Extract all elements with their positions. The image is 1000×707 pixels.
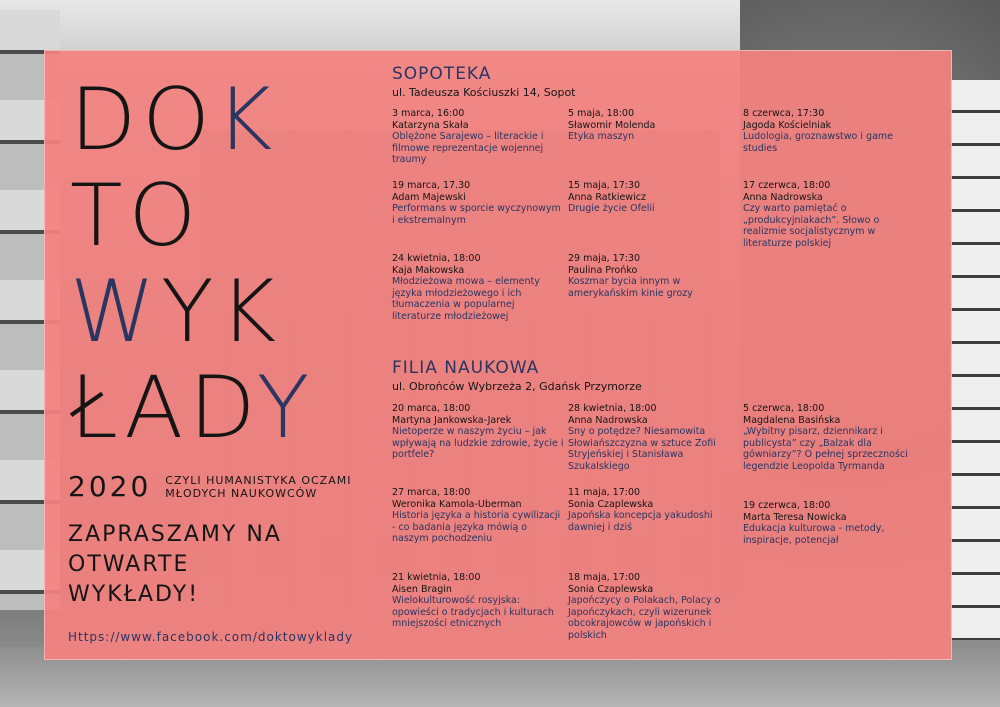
invitation-line: OTWARTE [68,552,190,577]
year: 2020 [68,470,152,503]
event-title: Edukacja kulturowa - metody, inspiracje, potencjał [743,523,885,546]
event-date: 18 maja, 17:00 [568,572,641,583]
invitation-text [68,520,368,610]
event-title: Performans w sporcie wyczynowym i ekstremalnym [392,203,561,226]
event-date: 21 kwietnia, 18:00 [392,572,481,583]
event-title: Ludologia, groznawstwo i game studies [743,131,893,154]
logo-line-1 [70,72,315,168]
logo-line-4 [70,360,315,456]
event-speaker: Jagoda Kościelniak [743,119,832,131]
event-item [392,572,564,630]
event-item [568,108,740,143]
event-title: Młodzieżowa mowa – elementy języka młodzieżowego i ich tłumaczenia w popularnej literaturze młodzieżowej [392,276,540,322]
tagline-line: MŁODYCH NAUKOWCÓW [165,486,318,500]
event-speaker: Sonia Czaplewska [568,583,654,595]
venue-title-sopoteka: SOPOTEKA [392,64,492,84]
event-speaker: Aisen Bragin [392,583,452,595]
event-date: 19 czerwca, 18:00 [743,500,831,511]
logo-line-2 [70,168,315,264]
event-speaker: Sławomir Molenda [568,119,656,131]
event-item [392,487,564,545]
venue-address-sopoteka: ul. Tadeusza Kościuszki 14, Sopot [392,86,576,99]
event-item [743,108,915,154]
event-date: 28 kwietnia, 18:00 [568,403,657,414]
event-date: 11 maja, 17:00 [568,487,641,498]
event-item [743,403,915,472]
event-speaker: Magdalena Basińska [743,414,841,426]
event-item [743,180,915,249]
event-speaker: Paulina Prońko [568,264,638,276]
event-item [568,487,740,533]
event-date: 15 maja, 17:30 [568,180,641,191]
event-speaker: Marta Teresa Nowicka [743,511,847,523]
logo-text-accent: Y [256,358,316,458]
event-title: Etyka maszyn [568,131,635,142]
event-speaker: Anna Ratkiewicz [568,191,646,203]
event-speaker: Kaja Makowska [392,264,465,276]
event-title: Koszmar bycia innym w amerykańskim kinie grozy [568,276,693,299]
event-date: 8 czerwca, 17:30 [743,108,825,119]
event-speaker: Sonia Czaplewska [568,498,654,510]
event-speaker: Adam Majewski [392,191,466,203]
event-title: Czy warto pamiętać o „produkcyjniakach”. Słowo o realizmie socjalistycznym w literaturze polskiej [743,203,880,249]
event-item [568,253,740,299]
facebook-link[interactable]: Https://www.facebook.com/doktowyklady [68,630,354,644]
tagline [165,474,351,500]
event-speaker: Martyna Jankowska-Jarek [392,414,512,426]
year-row [68,470,351,503]
event-date: 19 marca, 17.30 [392,180,471,191]
event-item [392,253,564,322]
event-title: Japońska koncepcja yakudoshi dawniej i dziś [568,510,713,533]
event-item [392,403,564,461]
event-speaker: Anna Nadrowska [743,191,823,203]
event-title: Historia języka a historia cywilizacji - co badania języka mówią o naszym pochodzeniu [392,510,561,544]
event-date: 27 marca, 18:00 [392,487,471,498]
event-speaker: Weronika Kamola-Uberman [392,498,522,510]
event-date: 17 czerwca, 18:00 [743,180,831,191]
logo-text-accent: W [70,262,162,362]
venue-address-filia-naukowa: ul. Obrońców Wybrzeża 2, Gdańsk Przymorze [392,380,642,393]
event-date: 20 marca, 18:00 [392,403,471,414]
event-title: Drugie życie Ofelii [568,203,655,214]
event-speaker: Anna Nadrowska [568,414,648,426]
doktowyklady-logo [70,72,315,456]
invitation-line: ZAPRASZAMY NA [68,522,282,547]
event-title: Japończycy o Polakach, Polacy o Japończykach, czyli wizerunek obcokrajowców w japońskich i polskich [568,595,721,641]
logo-text: DO [70,70,216,170]
event-item [392,180,564,226]
event-date: 29 maja, 17:30 [568,253,641,264]
logo-text: TO [70,166,203,266]
tagline-line: CZYLI HUMANISTYKA OCZAMI [165,473,352,487]
event-title: Sny o potędze? Niesamowita Słowiańszczyzna w sztuce Zofii Stryjeńskiej i Stanisława Szukalskiego [568,426,716,472]
event-date: 24 kwietnia, 18:00 [392,253,481,264]
event-date: 3 marca, 16:00 [392,108,465,119]
event-date: 5 czerwca, 18:00 [743,403,825,414]
event-item [568,403,740,472]
logo-line-3 [70,264,315,360]
event-item [568,572,740,641]
event-title: Nietoperze w naszym życiu – jak wpływają na ludzkie zdrowie, życie i portfele? [392,426,564,460]
venue-title-filia-naukowa: FILIA NAUKOWA [392,358,540,378]
event-title: Oblężone Sarajewo – literackie i filmowe reprezentacje wojennej traumy [392,131,544,165]
invitation-line: WYKŁADY! [68,582,200,607]
logo-text-accent: K [215,70,279,170]
event-speaker: Katarzyna Skała [392,119,469,131]
logo-text: YK [161,262,282,362]
event-item [392,108,564,166]
background-building-right [950,80,1000,640]
event-item [743,500,915,546]
event-item [568,180,740,215]
event-date: 5 maja, 18:00 [568,108,635,119]
logo-text: ŁAD [70,358,257,458]
event-title: Wielokulturowość rosyjska: opowieści o tradycjach i kulturach mniejszości etnicznych [392,595,554,629]
event-title: „Wybitny pisarz, dziennikarz i publicysta” czy „Balzak dla gówniarzy”? O pełnej sprzeczności legendzie Leopolda Tyrmanda [743,426,908,472]
